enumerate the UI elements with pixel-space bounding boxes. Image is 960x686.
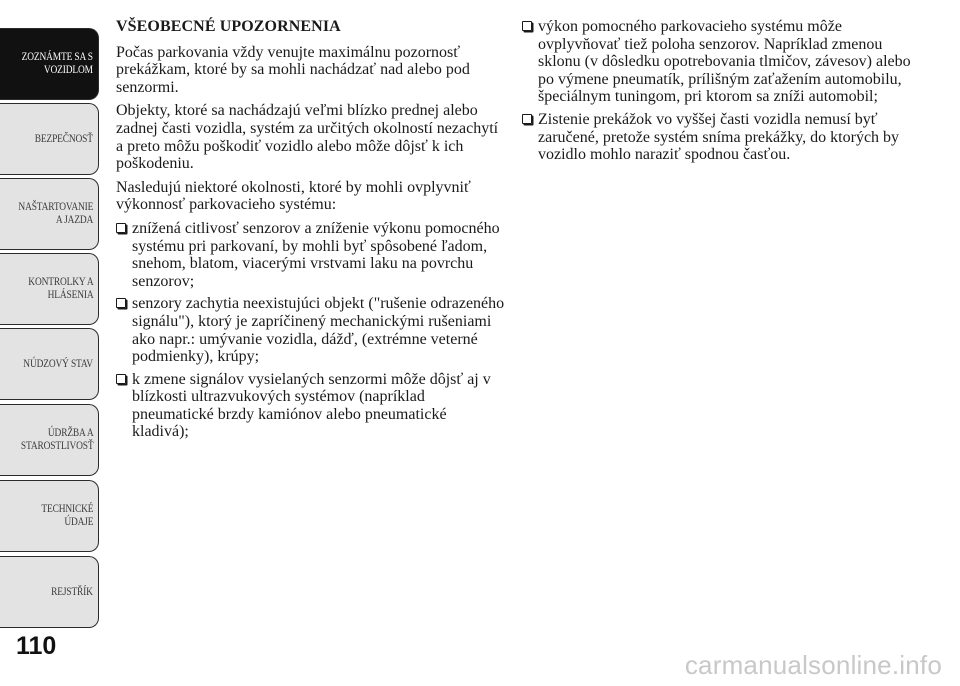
tab-label: BEZPEČNOSŤ <box>34 132 93 145</box>
list-item <box>522 18 922 106</box>
checkbox-bullet-icon <box>522 21 532 31</box>
paragraph: Nasledujú niektoré okolnosti, ktoré by mohli ovplyvniť výkonnosť parkovacieho systému: <box>116 178 471 214</box>
tab-label: TECHNICKÉ ÚDAJE <box>41 503 93 528</box>
paragraph: Počas parkovania vždy venujte maximálnu pozornosť prekážkam, ktoré by sa mohli nachádzať nad alebo pod senzormi. <box>116 43 470 96</box>
list-item <box>116 295 506 365</box>
right-column <box>522 18 922 169</box>
tab-kontrolky-a-hlasenia[interactable] <box>0 253 99 325</box>
checkbox-bullet-icon <box>116 374 126 384</box>
checkbox-bullet-icon <box>116 223 126 233</box>
tab-label: ZOZNÁMTE SA S VOZIDLOM <box>21 51 93 76</box>
list-item-text: senzory zachytia neexistujúci objekt ("rušenie odrazeného signálu"), ktorý je zapríčinený mechanickými rušeniami ako napr.: umývanie vozidla, dážď, (extrémne veterné podmienky), krúpy; <box>132 295 505 366</box>
tab-label: REJSTŘÍK <box>51 585 93 598</box>
list-item-text: výkon pomocného parkovacieho systému môže ovplyvňovať tiež poloha senzorov. Napríklad zmenou sklonu (v dôsledku opotrebovania tlmičov, závesov) alebo po výmene pneumatík, prílišným zaťažením automobilu, špeciálnym tuningom, pri ktorom sa zníži automobil; <box>538 18 911 106</box>
tab-label: NÚDZOVÝ STAV <box>23 357 93 370</box>
list-item-text: Zistenie prekážok vo vyššej časti vozidla nemusí byť zaručené, pretože systém sníma prekážky, do ktorých by vozidlo mohlo naraziť spodnou časťou. <box>538 110 900 164</box>
tab-technicke-udaje[interactable] <box>0 480 99 552</box>
tab-nudzovy-stav[interactable] <box>0 328 99 400</box>
list-item <box>116 371 506 441</box>
tab-label: NAŠTARTOVANIE A JAZDA <box>18 201 93 226</box>
tab-bezpecnost[interactable] <box>0 103 99 175</box>
checkbox-bullet-icon <box>522 114 532 124</box>
list-item-text: k zmene signálov vysielaných senzormi môže dôjsť aj v blízkosti ultrazvukových systémov (napríklad pneumatické brzdy kamiónov alebo pneumatické kladivá); <box>132 370 491 441</box>
page-number: 110 <box>16 632 57 660</box>
tab-zoznamte-sa-s-vozidlom[interactable] <box>0 28 99 100</box>
paragraph: Objekty, ktoré sa nachádzajú veľmi blízko prednej alebo zadnej časti vozidla, systém za určitých okolností nezachytí a preto môžu poškodiť vozidlo alebo môže dôjsť k ich poškodeniu. <box>116 102 499 173</box>
left-column <box>116 18 506 446</box>
list-item <box>116 220 506 290</box>
watermark: carmanualsonline.info <box>684 650 942 680</box>
tab-label: ÚDRŽBA A STAROSTLIVOSŤ <box>20 427 93 452</box>
tab-nastartovanie-a-jazda[interactable] <box>0 178 99 250</box>
tab-label: KONTROLKY A HLÁSENIA <box>27 276 93 301</box>
tab-rejstrik[interactable] <box>0 556 99 628</box>
tab-udrzba-a-starostlivost[interactable] <box>0 404 99 476</box>
list-item <box>522 111 922 164</box>
list-item-text: znížená citlivosť senzorov a zníženie výkonu pomocného systému pri parkovaní, by mohli byť spôsobené ľadom, snehom, blatom, viacerými vrstvami laku na povrchu senzorov; <box>132 219 500 290</box>
checkbox-bullet-icon <box>116 298 126 308</box>
section-heading: VŠEOBECNÉ UPOZORNENIA <box>116 18 341 35</box>
